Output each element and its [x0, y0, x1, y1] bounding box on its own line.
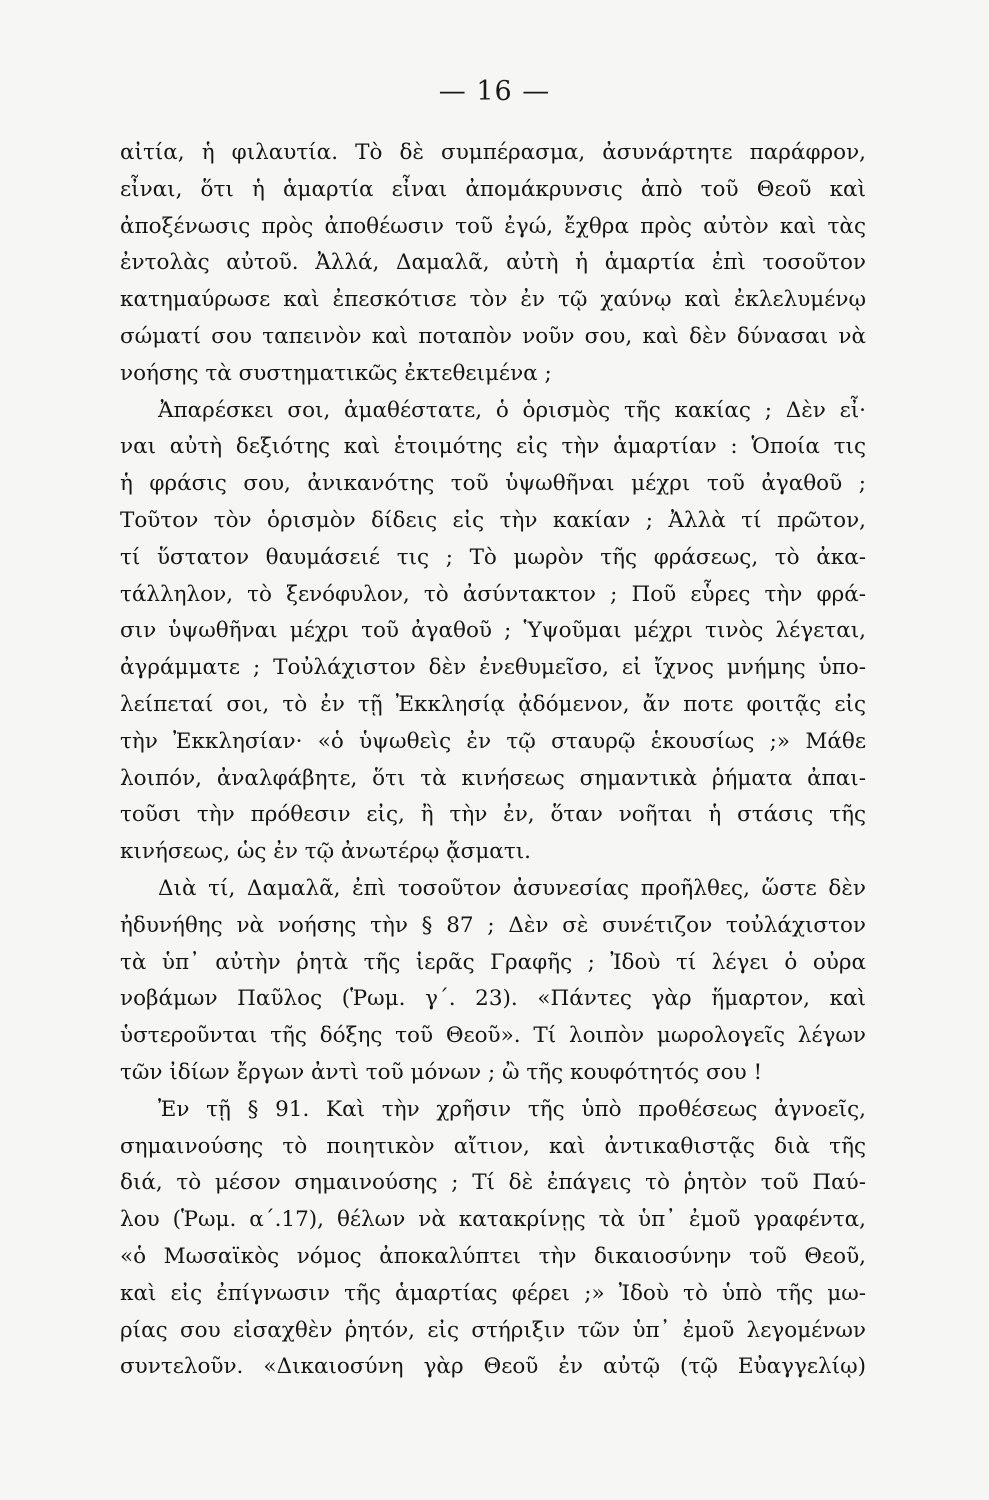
text-line: καὶ εἰς ἐπίγνωσιν τῆς ἁμαρτίας φέρει ;» Ἰδοὺ τὸ ὑπὸ τῆς μω-	[120, 1280, 866, 1306]
text-line: νοήσης τὰ συστηματικῶς ἐκτεθειμένα ;	[120, 360, 552, 386]
text-line: ἀγράμματε ; Τοὐλάχιστον δὲν ἐνεθυμεῖσο, εἰ ἴχνος μνήμης ὑπο-	[120, 655, 866, 681]
text-line: συντελοῦν. «Δικαιοσύνη γὰρ Θεοῦ ἐν αὐτῷ (τῷ Εὐαγγελίῳ)	[120, 1354, 866, 1380]
body-text	[120, 135, 866, 1386]
text-line: Ἀπαρέσκει σοι, ἀμαθέστατε, ὁ ὁρισμὸς τῆς κακίας ; Δὲν εἶ·	[158, 397, 866, 423]
text-line: σημαινούσης τὸ ποιητικὸν αἴτιον, καὶ ἀντικαθιστᾷς διὰ τῆς	[120, 1133, 866, 1159]
text-line: τάλληλον, τὸ ξενόφυλον, τὸ ἀσύντακτον ; Ποῦ εὗρες τὴν φρά-	[120, 581, 866, 607]
text-line: λοιπόν, ἀναλφάβητε, ὅτι τὰ κινήσεως σημαντικὰ ῥήματα ἀπαι-	[120, 765, 866, 791]
text-line: κατημαύρωσε καὶ ἐπεσκότισε τὸν ἐν τῷ χαύνῳ καὶ ἐκλελυμένῳ	[120, 287, 866, 313]
text-line: ἠδυνήθης νὰ νοήσης τὴν § 87 ; Δὲν σὲ συνέτιζον τοὐλάχιστον	[120, 912, 866, 938]
text-line: αἰτία, ἡ φιλαυτία. Τὸ δὲ συμπέρασμα, ἀσυνάρτητε παράφρον,	[120, 140, 866, 165]
text-line: σιν ὑψωθῆναι μέχρι τοῦ ἀγαθοῦ ; Ὑψοῦμαι μέχρι τινὸς λέγεται,	[120, 618, 866, 644]
text-line: τοῦσι τὴν πρόθεσιν εἰς, ἢ τὴν ἐν, ὅταν νοῆται ἡ στάσις τῆς	[120, 802, 866, 828]
text-line: τὰ ὑπ᾽ αὐτὴν ῥητὰ τῆς ἱερᾶς Γραφῆς ; Ἰδοὺ τί λέγει ὁ οὐρα	[120, 949, 866, 975]
page-number: — 16 —	[438, 76, 551, 107]
text-line: σώματί σου ταπεινὸν καὶ ποταπὸν νοῦν σου, καὶ δὲν δύνασαι νὰ	[120, 323, 866, 349]
text-line: κινήσεως, ὡς ἐν τῷ ἀνωτέρῳ ᾄσματι.	[120, 839, 531, 865]
text-line: ἀποξένωσις πρὸς ἀποθέωσιν τοῦ ἐγώ, ἔχθρα πρὸς αὐτὸν καὶ τὰς	[120, 213, 866, 239]
text-line: λου (Ῥωμ. α΄.17), θέλων νὰ κατακρίνῃς τὰ ὑπ᾽ ἐμοῦ γραφέντα,	[120, 1207, 866, 1233]
text-line: Ἐν τῇ § 91. Καὶ τὴν χρῆσιν τῆς ὑπὸ προθέσεως ἀγνοεῖς,	[158, 1096, 866, 1122]
text-line: «ὁ Μωσαϊκὸς νόμος ἀποκαλύπτει τὴν δικαιοσύνην τοῦ Θεοῦ,	[120, 1243, 866, 1269]
text-line: τῶν ἰδίων ἔργων ἀντὶ τοῦ μόνων ; ὢ τῆς κουφότητός σου !	[120, 1059, 763, 1085]
text-line: τὴν Ἐκκλησίαν· «ὁ ὑψωθεὶς ἐν τῷ σταυρῷ ἑκουσίως ;» Μάθε	[120, 728, 866, 754]
text-line: τί ὕστατον θαυμάσειέ τις ; Τὸ μωρὸν τῆς φράσεως, τὸ ἀκα-	[120, 544, 866, 570]
text-line: Διὰ τί, Δαμαλᾶ, ἐπὶ τοσοῦτον ἀσυνεσίας προῆλθες, ὥστε δὲν	[158, 875, 866, 901]
text-line: ἡ φράσις σου, ἀνικανότης τοῦ ὑψωθῆναι μέχρι τοῦ ἀγαθοῦ ;	[120, 471, 866, 497]
text-line: Τοῦτον τὸν ὁρισμὸν δίδεις εἰς τὴν κακίαν ; Ἀλλὰ τί πρῶτον,	[120, 507, 866, 533]
text-line: ναι αὐτὴ δεξιότης καὶ ἑτοιμότης εἰς τὴν ἁμαρτίαν : Ὁποία τις	[120, 434, 866, 460]
text-line: νοβάμων Παῦλος (Ῥωμ. γ΄. 23). «Πάντες γὰρ ἥμαρτον, καὶ	[120, 986, 866, 1012]
text-line: ρίας σου εἰσαχθὲν ῥητόν, εἰς στήριξιν τῶν ὑπ᾽ ἐμοῦ λεγομένων	[120, 1317, 866, 1343]
text-line: εἶναι, ὅτι ἡ ἁμαρτία εἶναι ἀπομάκρυνσις ἀπὸ τοῦ Θεοῦ καὶ	[120, 176, 866, 202]
text-line: διά, τὸ μέσον σημαινούσης ; Τί δὲ ἐπάγεις τὸ ῥητὸν τοῦ Παύ-	[120, 1170, 866, 1196]
text-line: ἐντολὰς αὐτοῦ. Ἀλλά, Δαμαλᾶ, αὐτὴ ἡ ἁμαρτία ἐπὶ τοσοῦτον	[120, 250, 866, 276]
text-line: ὑστεροῦνται τῆς δόξης τοῦ Θεοῦ». Τί λοιπὸν μωρολογεῖς λέγων	[120, 1023, 866, 1049]
text-line: λείπεταί σοι, τὸ ἐν τῇ Ἐκκλησίᾳ ᾀδόμενον, ἄν ποτε φοιτᾷς εἰς	[120, 691, 866, 717]
